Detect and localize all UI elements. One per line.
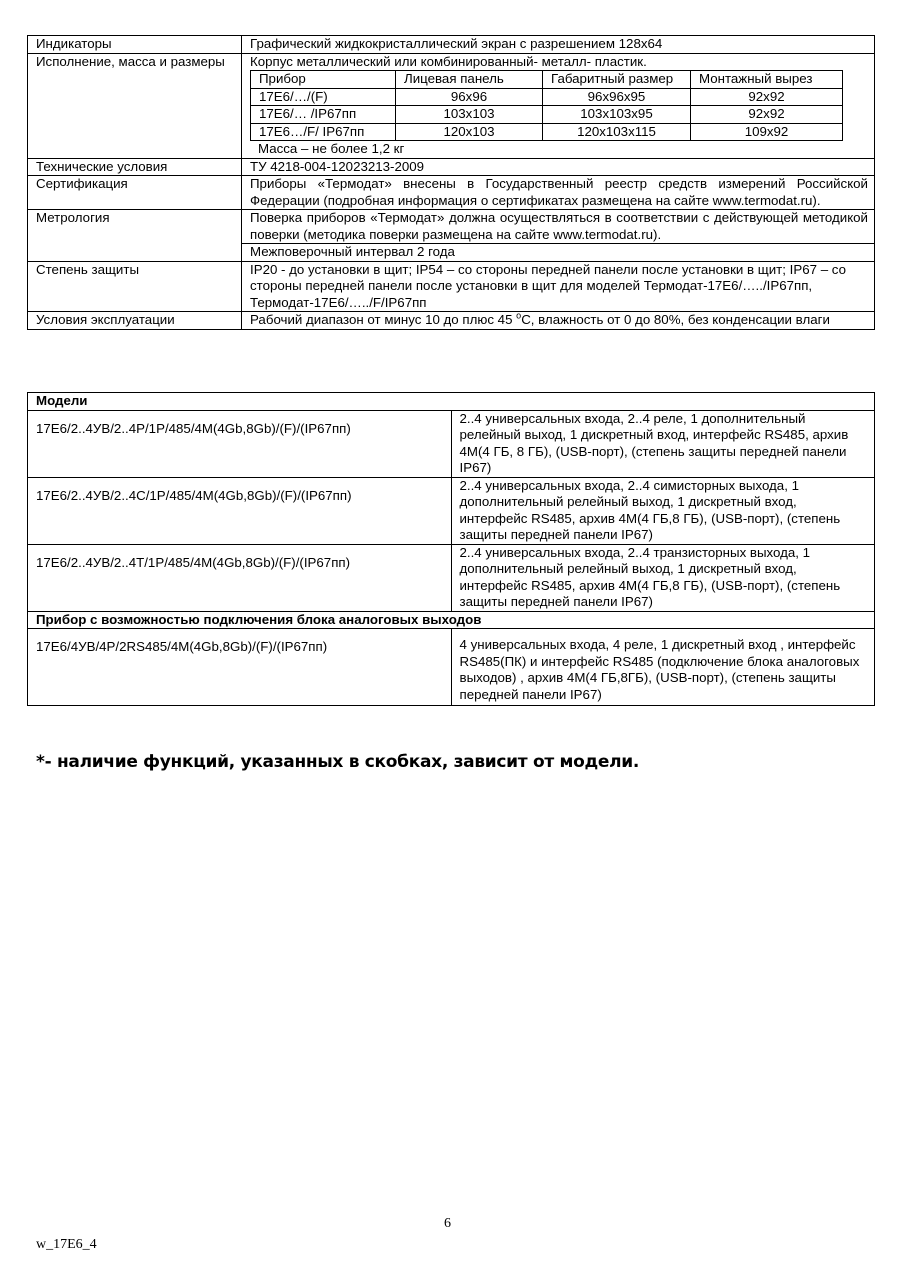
dimensions-cell: 120х103 (396, 123, 543, 141)
dimensions-cell: 103х103х95 (543, 106, 691, 124)
spec-row-certification (28, 176, 875, 210)
spec-label: Условия эксплуатации (28, 312, 242, 330)
dimensions-header-cell: Прибор (251, 71, 396, 89)
spec-value: IP20 - до установки в щит; IP54 – со стороны передней панели после установки в щит; IP67 – со стороны передней панели после установки в щит для моделей Термодат-17Е6/…../IP67пп, Термодат-17Е6/…../F/IP67пп (242, 261, 875, 312)
spec-value-execution (242, 53, 875, 158)
dimensions-cell: 120х103х115 (543, 123, 691, 141)
analog-title: Прибор с возможностью подключения блока аналоговых выходов (28, 611, 875, 629)
spec-label: Индикаторы (28, 36, 242, 54)
operation-text: Рабочий диапазон от минус 10 до плюс 45 (250, 312, 517, 327)
spec-value: Графический жидкокристаллический экран с разрешением 128х64 (242, 36, 875, 54)
dimensions-header-cell: Монтажный вырез (691, 71, 843, 89)
mass-text: Масса – не более 1,2 кг (258, 141, 405, 156)
metrology-text: Поверка приборов «Термодат» должна осуществляться в соответствии с действующей методикой поверки (методика поверки размещена на сайте www.termodat.ru). (250, 210, 868, 242)
dimensions-cell: 96х96х95 (543, 88, 691, 106)
housing-text: Корпус металлический или комбинированный- металл- пластик. (250, 53, 647, 69)
document-code: w_17E6_4 (36, 1237, 97, 1252)
dimensions-row (251, 123, 843, 141)
spec-value: ТУ 4218-004-12023213-2009 (242, 158, 875, 176)
model-description: 4 универсальных входа, 4 реле, 1 дискретный вход , интерфейс RS485(ПК) и интерфейс RS485 (подключение блока аналоговых выходов) , архив 4М(4 ГБ,8ГБ), (USB-порт), (степень защиты передней панели IP67) (451, 629, 875, 706)
verification-interval: Межповерочный интервал 2 года (242, 243, 874, 261)
spec-row-tech-conditions (28, 158, 875, 176)
dimensions-cell: 17Е6…/F/ IP67пп (251, 123, 396, 141)
spec-row-indicators (28, 36, 875, 54)
model-code: 17Е6/2..4УВ/2..4Р/1Р/485/4М(4Gb,8Gb)/(F)/(IP67пп) (28, 410, 452, 477)
spec-table (27, 35, 875, 330)
spec-label: Степень защиты (28, 261, 242, 312)
dimensions-cell: 92х92 (691, 88, 843, 106)
dimensions-header-row (251, 71, 843, 89)
model-code: 17Е6/4УВ/4Р/2RS485/4М(4Gb,8Gb)/(F)/(IP67пп) (28, 629, 452, 706)
model-row (28, 410, 875, 477)
dimensions-row (251, 106, 843, 124)
spec-label: Сертификация (28, 176, 242, 210)
spec-row-execution (28, 53, 875, 158)
dimensions-cell: 17Е6/…/(F) (251, 88, 396, 106)
analog-header-row (28, 611, 875, 629)
dimensions-cell: 17Е6/… /IP67пп (251, 106, 396, 124)
model-row (28, 629, 875, 706)
dimensions-header-cell: Лицевая панель (396, 71, 543, 89)
dimensions-cell: 92х92 (691, 106, 843, 124)
dimensions-cell: 96х96 (396, 88, 543, 106)
spec-label: Технические условия (28, 158, 242, 176)
page-number: 6 (444, 1216, 451, 1231)
dimensions-cell: 103х103 (396, 106, 543, 124)
model-row (28, 544, 875, 611)
spec-value-operation (242, 312, 875, 330)
spec-row-metrology (28, 210, 875, 262)
model-row (28, 477, 875, 544)
spec-row-operation (28, 312, 875, 330)
dimensions-cell: 109х92 (691, 123, 843, 141)
models-title: Модели (28, 393, 875, 411)
spec-value-metrology (242, 210, 875, 262)
dimensions-table (250, 70, 843, 141)
spec-row-protection (28, 261, 875, 312)
model-description: 2..4 универсальных входа, 2..4 реле, 1 дополнительный релейный выход, 1 дискретный вход, интерфейс RS485, архив 4М(4 ГБ, 8 ГБ), (USB-порт), (степень защиты передней панели IP67) (451, 410, 875, 477)
model-code: 17Е6/2..4УВ/2..4Т/1Р/485/4М(4Gb,8Gb)/(F)/(IP67пп) (28, 544, 452, 611)
model-description: 2..4 универсальных входа, 2..4 симисторных выхода, 1 дополнительный релейный выход, 1 дискретный вход, интерфейс RS485, архив 4М(4 ГБ,8 ГБ), (USB-порт), (степень защиты передней панели IP67) (451, 477, 875, 544)
operation-text: С, влажность от 0 до 80%, без конденсации влаги (521, 312, 830, 327)
spec-value: Приборы «Термодат» внесены в Государственный реестр средств измерений Российской Федерации (подробная информация о сертификатах размещена на сайте www.termodat.ru). (242, 176, 875, 210)
dimensions-header-cell: Габаритный размер (543, 71, 691, 89)
models-header-row (28, 393, 875, 411)
dimensions-row (251, 88, 843, 106)
models-table (27, 392, 875, 706)
model-description: 2..4 универсальных входа, 2..4 транзисторных выхода, 1 дополнительный релейный выход, 1 дискретный вход, интерфейс RS485, архив 4М(4 ГБ,8 ГБ), (USB-порт), (степень защиты передней панели IP67) (451, 544, 875, 611)
spec-label: Исполнение, масса и размеры (28, 53, 242, 158)
footnote: *- наличие функций, указанных в скобках, зависит от модели. (36, 752, 640, 772)
model-code: 17Е6/2..4УВ/2..4С/1Р/485/4М(4Gb,8Gb)/(F)/(IP67пп) (28, 477, 452, 544)
degree-mark: о (516, 310, 522, 321)
spec-label: Метрология (28, 210, 242, 262)
